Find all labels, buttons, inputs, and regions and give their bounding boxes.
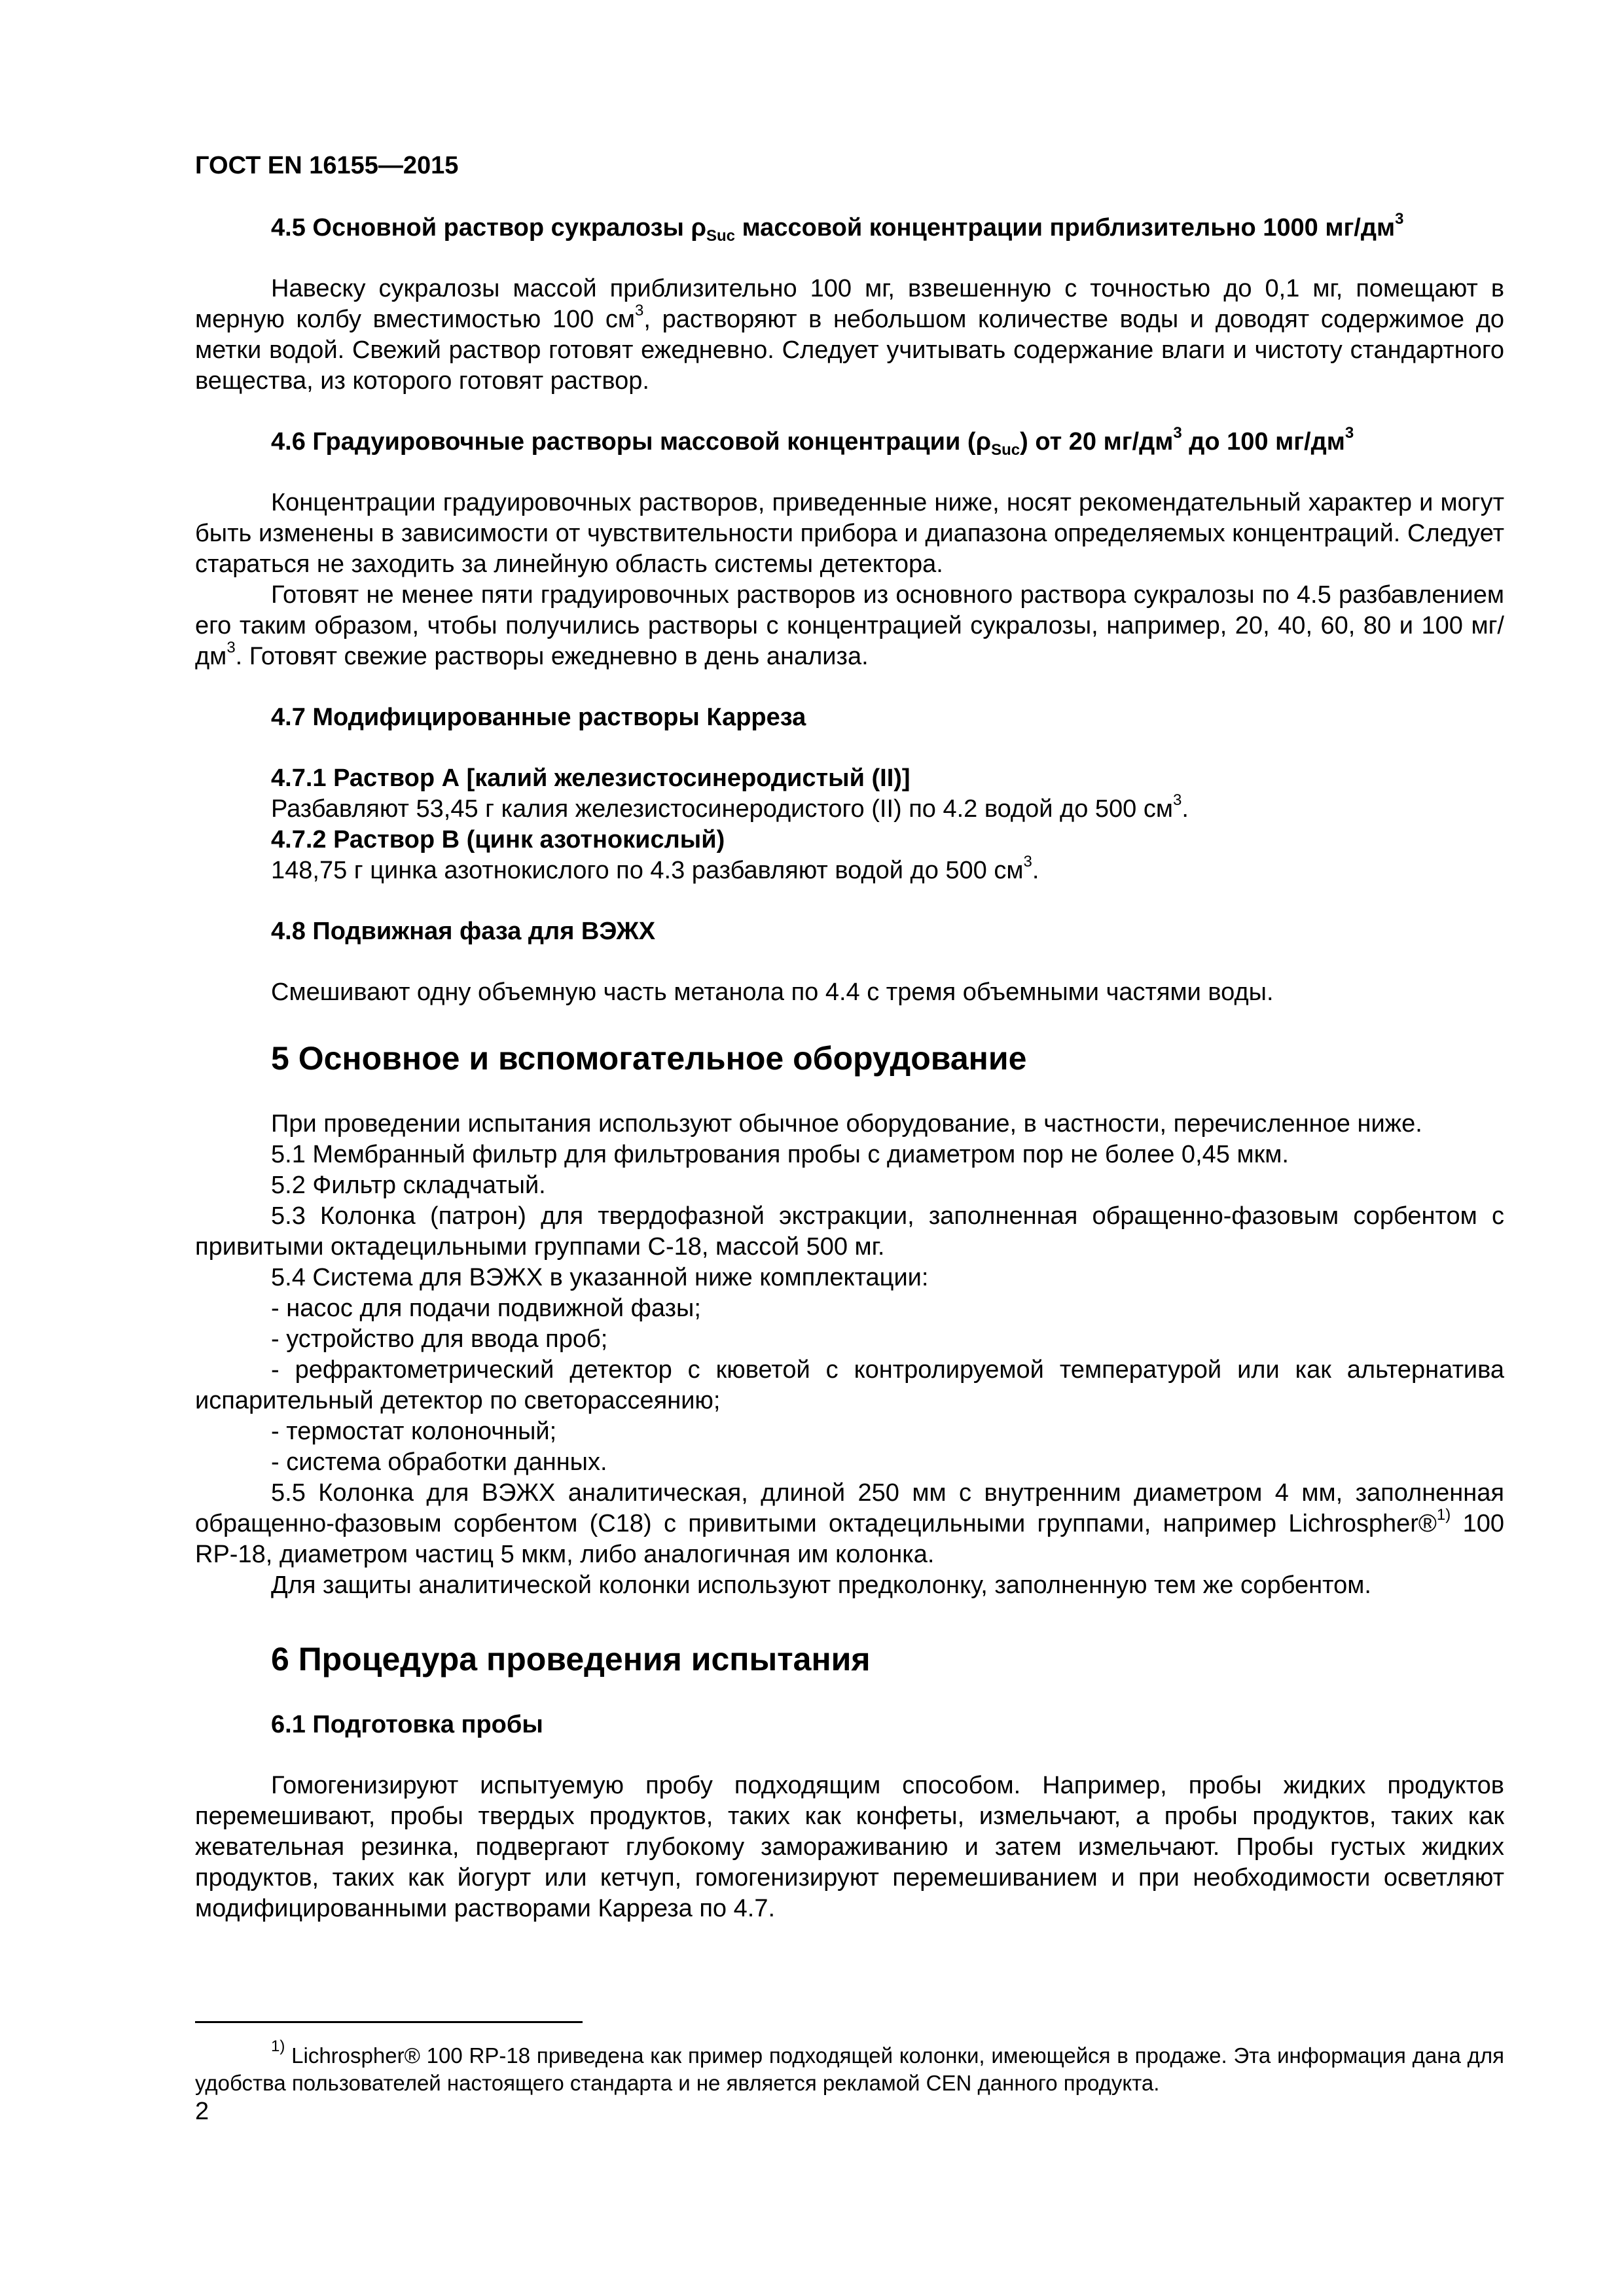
section-4-5-title: [195, 210, 1504, 245]
section-4-5-paragraph: [195, 274, 1504, 397]
list-item: - рефрактометрический детектор с кюветой с контролируемой температурой или как альтернатива испарительный детектор по светорассеянию;: [195, 1356, 1504, 1414]
section-5-3: 5.3 Колонка (патрон) для твердофазной экстракции, заполненная обращенно-фазовым сорбентом с привитыми октадецильными группами С-18, массой 500 мг.: [195, 1202, 1504, 1261]
section-6-1-title: 6.1 Подготовка пробы: [271, 1711, 543, 1738]
title-text: 4.5 Основной раствор сукралозы ρ: [271, 214, 706, 242]
footnote-text: Lichrospher® 100 RP-18 приведена как пример подходящей колонки, имеющейся в продаже. Эта информация дана для удобства пользователей настоящего стандарта и не является рекламой CEN данного продукта.: [195, 2043, 1504, 2095]
superscript: 3: [1395, 210, 1404, 228]
footnote-divider: [195, 2021, 583, 2023]
section-4-8-paragraph: Смешивают одну объемную часть метанола по 4.4 с тремя объемными частями воды.: [271, 978, 1274, 1006]
paragraph-text: Разбавляют 53,45 г калия железистосинеродистого (II) по 4.2 водой до 500 см: [271, 795, 1173, 823]
section-5-5-note: Для защиты аналитической колонки используют предколонку, заполненную тем же сорбентом.: [271, 1571, 1371, 1599]
section-4-8-title: 4.8 Подвижная фаза для ВЭЖХ: [271, 918, 656, 945]
paragraph-text: Навеску сукралозы массой приблизительно 100 мг, взвешенную с точностью до 0,1 мг, помещают в мерную колбу вместимостью 100 см: [195, 275, 1504, 333]
section-5-5: [195, 1478, 1504, 1570]
paragraph-text: , растворяют в небольшом количестве воды и доводят содержимое до метки водой. Свежий раствор готовят ежедневно. Следует учитывать содержание влаги и чистоту стандартного вещества, из которого готовят раствор.: [195, 306, 1504, 395]
title-text: до 100 мг/дм: [1182, 428, 1345, 456]
document-body: [195, 210, 1504, 1924]
section-6-title: 6 Процедура проведения испытания: [271, 1641, 871, 1677]
superscript: 3: [1173, 424, 1182, 442]
title-text: массовой концентрации приблизительно 1000 мг/дм: [735, 214, 1396, 242]
superscript: 3: [1344, 424, 1354, 442]
paragraph-text: .: [1032, 857, 1039, 884]
section-4-6-paragraph-2: [195, 580, 1504, 672]
section-4-7-title: 4.7 Модифицированные растворы Карреза: [271, 704, 806, 731]
footnote-mark: 1): [271, 2037, 285, 2055]
subscript: Suc: [991, 441, 1020, 459]
title-text: ) от 20 мг/дм: [1020, 428, 1174, 456]
section-6-1-paragraph: Гомогенизируют испытуемую пробу подходящим способом. Например, пробы жидких продуктов перемешивают, пробы твердых продуктов, таких как конфеты, измельчают, а пробы продуктов, таких как жевательная резинка, подвергают глубокому замораживанию и затем измельчают. Пробы густых жидких продуктов, таких как йогурт или кетчуп, гомогенизируют перемешиванием и при необходимости осветляют модифицированными растворами Карреза по 4.7.: [195, 1772, 1504, 1922]
superscript: 3: [1023, 853, 1032, 870]
page-number: 2: [195, 2098, 209, 2125]
superscript: 3: [226, 639, 236, 656]
section-4-7-2-title: 4.7.2 Раствор В (цинк азотнокислый): [271, 826, 725, 853]
section-5-1: 5.1 Мембранный фильтр для фильтрования пробы с диаметром пор не более 0,45 мкм.: [271, 1141, 1289, 1168]
list-item: - устройство для ввода проб;: [271, 1325, 608, 1353]
footnote: [195, 2037, 1504, 2097]
document-header: ГОСТ EN 16155—2015: [195, 152, 459, 179]
section-4-7-2-text: [195, 855, 1504, 886]
list-item: - насос для подачи подвижной фазы;: [271, 1295, 701, 1322]
list-item: - система обработки данных.: [271, 1448, 607, 1476]
paragraph-text: . Готовят свежие растворы ежедневно в день анализа.: [235, 643, 869, 670]
section-4-7-1-text: [195, 791, 1504, 825]
paragraph-text: 148,75 г цинка азотнокислого по 4.3 разбавляют водой до 500 см: [271, 857, 1024, 884]
superscript: 3: [1172, 791, 1182, 809]
footnote-ref: 1): [1436, 1506, 1451, 1524]
title-text: 4.6 Градуировочные растворы массовой концентрации (ρ: [271, 428, 992, 456]
paragraph-text: .: [1182, 795, 1189, 823]
subscript: Suc: [706, 227, 736, 245]
section-5-title: 5 Основное и вспомогательное оборудование: [271, 1040, 1027, 1077]
section-4-7-1-title: 4.7.1 Раствор А [калий железистосинеродистый (II)]: [271, 764, 911, 792]
superscript: 3: [635, 302, 644, 319]
section-4-6-paragraph-1: Концентрации градуировочных растворов, приведенные ниже, носят рекомендательный характер и могут быть изменены в зависимости от чувствительности прибора и диапазона определяемых концентраций. Следует стараться не заходить за линейную область системы детектора.: [195, 489, 1504, 578]
paragraph-text: 5.5 Колонка для ВЭЖХ аналитическая, длиной 250 мм с внутренним диаметром 4 мм, заполненная обращенно-фазовым сорбентом (С18) с привитыми октадецильными группами, например Lichrospher®: [195, 1479, 1504, 1537]
section-4-6-title: [195, 424, 1504, 459]
paragraph-text: Готовят не менее пяти градуировочных растворов из основного раствора сукралозы по 4.5 разбавлением его таким образом, чтобы получились растворы с концентрацией сукралозы, например, 20, 40, 60, 80 и 100 мг/дм: [195, 581, 1504, 670]
section-5-intro: При проведении испытания используют обычное оборудование, в частности, перечисленное ниже.: [271, 1110, 1422, 1138]
paragraph-text: 100 RP-18, диаметром частиц 5 мкм, либо аналогичная им колонка.: [195, 1510, 1504, 1568]
section-5-2: 5.2 Фильтр складчатый.: [271, 1172, 546, 1199]
section-5-4: 5.4 Система для ВЭЖХ в указанной ниже комплектации:: [271, 1264, 929, 1291]
list-item: - термостат колоночный;: [271, 1418, 557, 1445]
